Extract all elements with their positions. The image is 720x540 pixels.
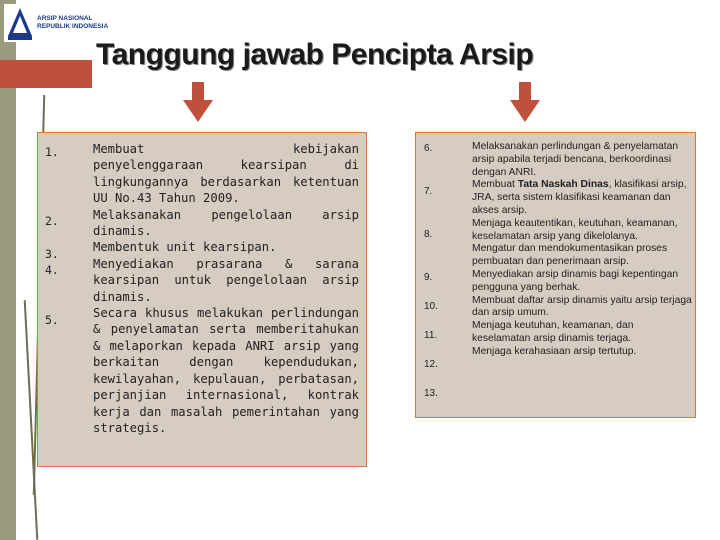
- list-number: 9.: [424, 272, 433, 283]
- anri-logo-icon: [6, 6, 34, 40]
- list-item-10: Menyediakan arsip dinamis bagi kepentingan pengguna yang berhak.: [472, 268, 679, 293]
- anri-logo: [4, 4, 120, 42]
- left-list-text: [93, 141, 359, 436]
- list-number: 3.: [45, 247, 59, 261]
- list-item-1-rest: penyelenggaraan kearsipan di lingkungannya berdasarkan ketentuan UU No.43 Tahun 2009.: [93, 158, 359, 206]
- list-number: 6.: [424, 143, 433, 154]
- list-item-7: [472, 179, 694, 217]
- list-number: 2.: [45, 214, 59, 228]
- left-responsibility-box: [37, 132, 367, 467]
- list-number: 7.: [424, 186, 433, 197]
- list-number: 12.: [424, 359, 438, 370]
- list-number: 13.: [424, 388, 438, 399]
- list-item-13: Menjaga kerahasiaan arsip tertutup.: [472, 345, 637, 357]
- list-item-6: Melaksanakan perlindungan & penyelamatan arsip apabila terjadi bencana, berkoordinasi dengan ANRI.: [472, 141, 679, 178]
- list-item-5: Secara khusus melakukan perlindungan & penyelamatan serta memberitahukan & melaporkan kepada ANRI arsip yang berkaitan dengan kependudukan, kewilayahan, kepulauan, perbatasan, perjanjian internasional, kontrak kerja dan masalah pemerintahan yang strategis.: [93, 306, 359, 435]
- list-item-1-first-line: Membuat kebijakan: [93, 142, 359, 156]
- list-item-12: Menjaga keutuhan, keamanan, dan keselamatan arsip dinamis terjaga.: [472, 320, 634, 344]
- list-item-7-pre: Membuat: [472, 179, 518, 191]
- list-item-3: Membentuk unit kearsipan.: [93, 240, 277, 255]
- list-item-7-post: , klasifikasi arsip, JRA, serta sistem klasifikasi keamanan dan akses arsip.: [472, 179, 687, 216]
- down-arrow-icon: [183, 82, 213, 122]
- list-number: 4.: [45, 263, 59, 277]
- list-number: 1.: [45, 145, 59, 159]
- list-item-11: Membuat daftar arsip dinamis yaitu arsip terjaga dan arsip umum.: [472, 294, 692, 319]
- logo-line-1: ARSIP NASIONAL: [37, 15, 93, 22]
- down-arrow-icon: [510, 82, 540, 122]
- list-number: 11.: [424, 330, 438, 341]
- logo-text: [37, 15, 108, 31]
- list-number: 5.: [45, 313, 59, 327]
- list-number: 8.: [424, 229, 433, 240]
- list-item-7-bold: Tata Naskah Dinas: [517, 179, 609, 191]
- list-item-2: Melaksanakan pengelolaan arsip dinamis.: [93, 207, 359, 239]
- logo-line-2: REPUBLIK INDONESIA: [37, 23, 109, 30]
- right-responsibility-box: [415, 132, 696, 418]
- right-list-text: [472, 141, 694, 359]
- red-accent-tab: [0, 60, 92, 88]
- list-item-8: Menjaga keautentikan, keutuhan, keamanan, keselamatan arsip yang dikelolanya.: [472, 217, 678, 242]
- list-item-9: Mengatur dan mendokumentasikan proses pembuatan dan penerimaan arsip.: [472, 243, 668, 268]
- list-item-4: Menyediakan prasarana & sarana kearsipan untuk pengelolaan arsip dinamis.: [93, 256, 359, 304]
- list-number: 10.: [424, 301, 438, 312]
- page-title: Tanggung jawab Pencipta Arsip: [96, 38, 534, 71]
